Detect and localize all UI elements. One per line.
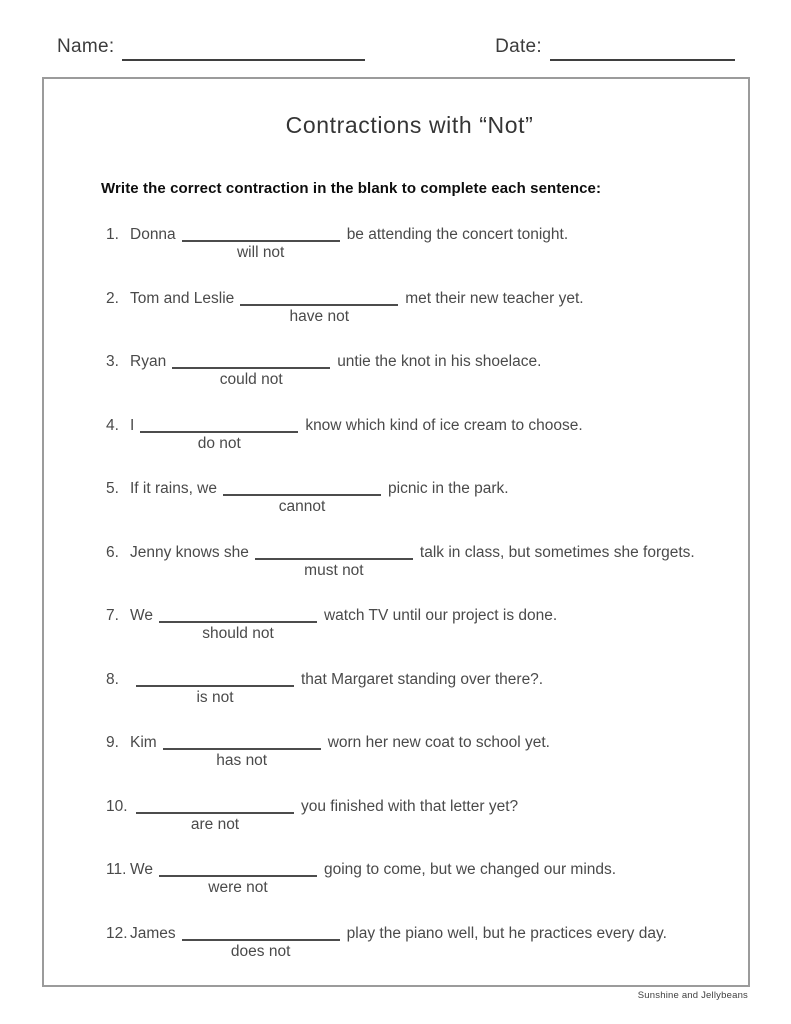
- item-post-text: you finished with that letter yet?: [301, 797, 519, 815]
- blank-line: [182, 228, 340, 261]
- item-pre-text: We: [130, 607, 153, 624]
- blank-line: [140, 419, 298, 452]
- blank-line: [136, 800, 294, 833]
- worksheet-item: [106, 606, 718, 646]
- item-answer: were not: [208, 879, 268, 896]
- item-pre-text: We: [130, 861, 153, 878]
- item-post-text: untie the knot in his shoelace.: [337, 353, 542, 370]
- worksheet-item: [106, 225, 718, 265]
- item-pre-text: James: [130, 924, 176, 942]
- item-pre-text: Jenny knows she: [130, 543, 249, 561]
- item-pre-text: Tom and Leslie: [130, 289, 235, 307]
- worksheet-item: [106, 860, 718, 900]
- item-post-text: going to come, but we changed our minds.: [323, 861, 617, 878]
- item-post-text: watch TV until our project is done.: [323, 607, 558, 624]
- page-title: Contractions with “Not”: [285, 112, 534, 138]
- item-number: 7.: [106, 607, 119, 624]
- item-number: 8.: [106, 670, 119, 688]
- blank-line: [255, 546, 413, 579]
- worksheet-item: [106, 797, 718, 837]
- item-number: 3.: [106, 353, 119, 370]
- item-answer: does not: [230, 942, 291, 960]
- worksheet-item: [106, 924, 718, 964]
- worksheet-item: [106, 670, 718, 710]
- item-post-text: know which kind of ice cream to choose.: [305, 416, 583, 434]
- blank-line: [163, 736, 321, 769]
- blank-line: [223, 482, 381, 515]
- blank-line: [136, 673, 294, 706]
- item-answer: do not: [197, 434, 241, 452]
- item-answer: are not: [190, 815, 240, 833]
- item-number: 2.: [106, 289, 119, 307]
- item-answer: is not: [196, 688, 234, 706]
- blank-line: [240, 292, 398, 325]
- item-answer: could not: [219, 371, 283, 388]
- name-blank-line: [122, 45, 365, 61]
- item-pre-text: Ryan: [130, 353, 167, 370]
- item-number: 4.: [106, 416, 119, 434]
- item-post-text: picnic in the park.: [388, 480, 509, 497]
- item-pre-text: Kim: [130, 734, 157, 751]
- worksheet-box: [42, 77, 750, 987]
- blank-line: [159, 609, 317, 642]
- item-post-text: met their new teacher yet.: [405, 289, 584, 307]
- blank-line: [159, 863, 317, 896]
- worksheet-item: [106, 543, 718, 583]
- item-answer: cannot: [278, 498, 326, 515]
- blank-line: [182, 927, 340, 960]
- item-answer: has not: [216, 752, 268, 769]
- items-list: [106, 225, 718, 964]
- worksheet-item: [106, 733, 718, 773]
- footer-credit: Sunshine and Jellybeans: [637, 990, 748, 1001]
- worksheet-item: [106, 416, 718, 456]
- item-pre-text: Donna: [130, 226, 176, 243]
- item-number: 5.: [106, 480, 119, 497]
- name-field: [57, 36, 365, 58]
- item-number: 6.: [106, 543, 119, 561]
- item-post-text: worn her new coat to school yet.: [327, 734, 550, 751]
- name-label: Name:: [57, 36, 115, 57]
- header-row: [0, 0, 791, 58]
- worksheet-item: [106, 352, 718, 392]
- item-number: 1.: [106, 226, 119, 243]
- worksheet-item: [106, 289, 718, 329]
- item-number: 12.: [106, 924, 128, 942]
- date-label: Date:: [495, 36, 542, 57]
- item-pre-text: I: [130, 416, 135, 434]
- item-post-text: play the piano well, but he practices every day.: [346, 924, 667, 942]
- instruction-text: Write the correct contraction in the blank to complete each sentence:: [101, 180, 602, 197]
- item-answer: must not: [304, 561, 364, 579]
- blank-line: [172, 355, 330, 388]
- item-post-text: be attending the concert tonight.: [346, 226, 569, 243]
- item-post-text: that Margaret standing over there?.: [301, 670, 544, 688]
- date-field: [495, 36, 735, 58]
- item-answer: have not: [289, 307, 349, 325]
- item-number: 9.: [106, 734, 119, 751]
- date-blank-line: [550, 45, 735, 61]
- item-number: 11.: [106, 861, 127, 878]
- item-pre-text: If it rains, we: [130, 480, 217, 497]
- item-number: 10.: [106, 797, 128, 815]
- item-answer: will not: [236, 244, 285, 261]
- item-post-text: talk in class, but sometimes she forgets.: [419, 543, 695, 561]
- worksheet-item: [106, 479, 718, 519]
- item-answer: should not: [202, 625, 274, 642]
